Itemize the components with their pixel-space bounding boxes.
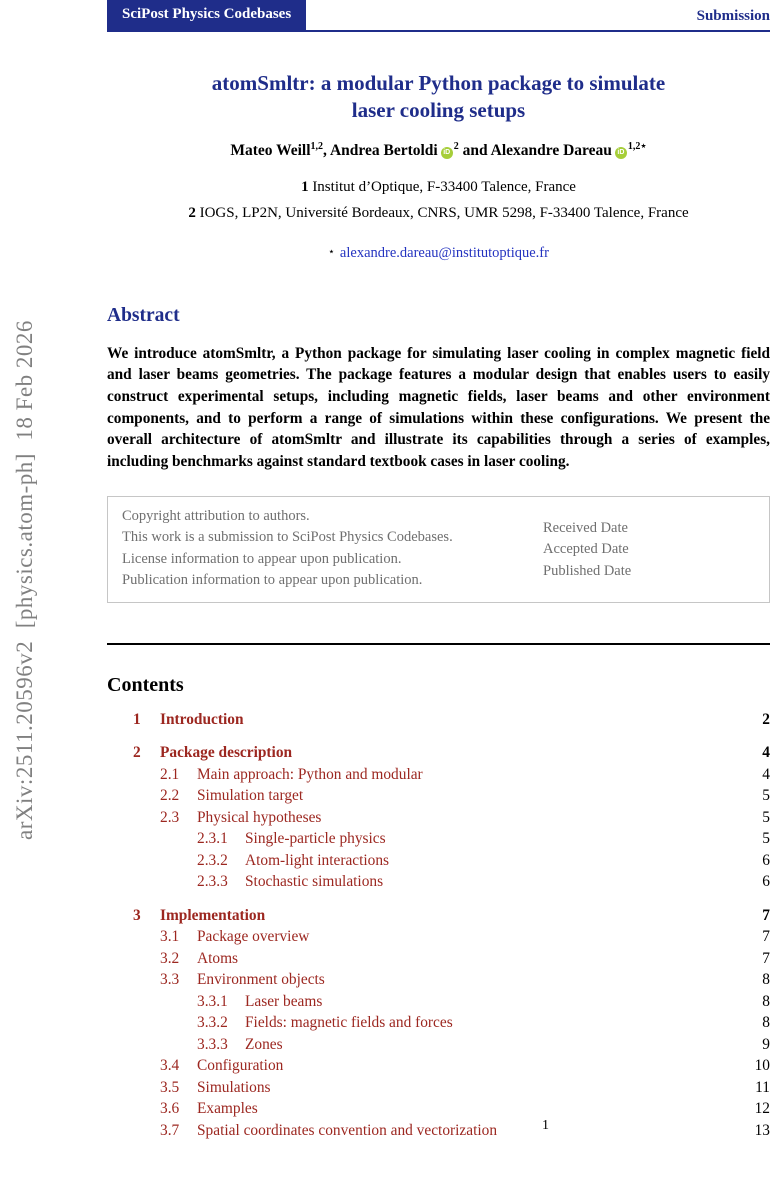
toc-entry-title: Introduction: [160, 710, 244, 728]
contact-line: [107, 245, 770, 262]
affiliation-line: [107, 201, 770, 227]
toc-entry-page: 5: [762, 787, 770, 805]
author-affil-sup: 2: [453, 140, 459, 152]
contents-heading: Contents: [107, 673, 184, 696]
abstract-text: We introduce atomSmltr, a Python package for simulating laser cooling in complex magnetic field and laser beams geometries. The package features a modular design that enables users to easily construct experimental setups, including magnetic fields, laser beams and other environment components, and to perform a range of simulations within these configurations. We present the overall architecture of atomSmltr and illustrate its capabilities through a series of examples, including benchmarks against standard textbook cases in laser cooling.: [107, 344, 770, 471]
toc-entry-number: 3.6: [160, 1100, 180, 1118]
toc-entry-page: 4: [762, 765, 770, 783]
toc-entry-title: Simulations: [197, 1078, 271, 1096]
section-divider: [107, 643, 770, 645]
orcid-icon[interactable]: iD: [441, 147, 453, 159]
author-affil-sup: 1,2⋆: [627, 140, 647, 152]
star-marker: ⋆: [328, 245, 335, 258]
toc-entry-page: 5: [762, 808, 770, 826]
toc-entry[interactable]: [107, 991, 770, 1013]
journal-header: [107, 0, 770, 32]
toc-entry-number: 3.3.2: [197, 1014, 228, 1032]
toc-entry-page: 8: [762, 1014, 770, 1032]
toc-entry-number: 3.2: [160, 949, 180, 967]
copyright-line: Publication information to appear upon publication.: [122, 572, 423, 589]
toc-entry-number: 3.1: [160, 928, 180, 946]
copyright-line: License information to appear upon publication.: [122, 550, 402, 567]
table-of-contents: [107, 709, 770, 1142]
copyright-line: This work is a submission to SciPost Physics Codebases.: [122, 529, 453, 546]
toc-entry-title: Main approach: Python and modular: [197, 765, 423, 783]
toc-entry-page: 8: [762, 971, 770, 989]
toc-entry-page: 8: [762, 992, 770, 1010]
toc-entry-number: 3.3: [160, 971, 180, 989]
toc-entry-number: 3.4: [160, 1057, 180, 1075]
toc-entry-page: 4: [762, 744, 770, 762]
toc-entry[interactable]: [107, 828, 770, 850]
toc-entry[interactable]: [107, 1034, 770, 1056]
toc-entry[interactable]: [107, 709, 770, 731]
toc-entry-title: Atom-light interactions: [245, 851, 390, 869]
publication-info-box: [107, 496, 770, 603]
toc-entry-title: Single-particle physics: [245, 830, 386, 848]
toc-entry-number: 3.5: [160, 1078, 180, 1096]
toc-entry[interactable]: [107, 926, 770, 948]
toc-entry-page: 10: [754, 1057, 770, 1075]
toc-entry-page: 7: [762, 928, 770, 946]
toc-entry-number: 2.2: [160, 787, 180, 805]
toc-entry-number: 2.3.1: [197, 830, 228, 848]
toc-entry-page: 12: [754, 1100, 770, 1118]
author-name: Andrea Bertoldi: [329, 141, 438, 159]
page-content: [107, 0, 770, 1141]
toc-entry-title: Implementation: [160, 906, 266, 924]
toc-entry[interactable]: [107, 905, 770, 927]
author-name: Alexandre Dareau: [490, 141, 612, 159]
affiliations: [107, 175, 770, 227]
toc-entry-title: Package overview: [197, 928, 310, 946]
toc-entry[interactable]: [107, 948, 770, 970]
author-affil-sup: 1,2: [310, 140, 324, 152]
toc-entry-title: Stochastic simulations: [245, 873, 384, 891]
toc-entry-number: 3.7: [160, 1121, 180, 1139]
copyright-lines: [122, 506, 543, 592]
toc-entry-title: Package description: [160, 744, 293, 762]
toc-entry-page: 7: [762, 949, 770, 967]
toc-entry-number: 2.3.2: [197, 851, 228, 869]
toc-entry[interactable]: [107, 742, 770, 764]
toc-entry-page: 9: [762, 1035, 770, 1053]
toc-entry-title: Physical hypotheses: [197, 808, 322, 826]
toc-entry-number: 2: [133, 744, 141, 762]
received-date-label: Received Date: [543, 519, 628, 536]
orcid-icon[interactable]: iD: [615, 147, 627, 159]
author-line: [107, 141, 770, 160]
toc-entry[interactable]: [107, 871, 770, 893]
toc-entry-title: Configuration: [197, 1057, 284, 1075]
toc-entry-title: Zones: [245, 1035, 283, 1053]
toc-entry[interactable]: [107, 1077, 770, 1099]
paper-title: [107, 70, 770, 124]
affiliation-number: 1: [301, 178, 309, 195]
toc-entry[interactable]: [107, 1055, 770, 1077]
toc-entry-page: 5: [762, 830, 770, 848]
author-name: Mateo Weill: [230, 141, 311, 159]
toc-entry[interactable]: [107, 969, 770, 991]
toc-entry-number: 2.3.3: [197, 873, 228, 891]
paper-title-line2: laser cooling setups: [351, 97, 526, 122]
affiliation-line: [107, 175, 770, 201]
toc-entry[interactable]: [107, 764, 770, 786]
published-date-label: Published Date: [543, 562, 632, 579]
email-link[interactable]: alexandre.dareau@institutoptique.fr: [339, 244, 549, 261]
toc-entry-number: 2.1: [160, 765, 180, 783]
toc-entry[interactable]: [107, 807, 770, 829]
toc-entry-title: Environment objects: [197, 971, 325, 989]
author-separator: and: [458, 141, 491, 159]
affiliation-text: IOGS, LP2N, Université Bordeaux, CNRS, UMR 5298, F-33400 Talence, France: [195, 204, 689, 221]
toc-entry-title: Laser beams: [245, 992, 323, 1010]
toc-entry-number: 1: [133, 710, 141, 728]
journal-badge: SciPost Physics Codebases: [107, 0, 306, 30]
toc-entry-title: Atoms: [197, 949, 239, 967]
toc-entry-title: Fields: magnetic fields and forces: [245, 1014, 453, 1032]
author-separator: ,: [323, 141, 330, 159]
page-number: 1: [542, 1118, 549, 1134]
paper-title-line1: atomSmltr: a modular Python package to simulate: [211, 71, 666, 95]
affiliation-number: 2: [188, 204, 196, 221]
toc-entry[interactable]: [107, 850, 770, 872]
toc-entry-page: 11: [755, 1078, 770, 1096]
toc-entry[interactable]: [107, 1098, 770, 1120]
toc-entry-title: Simulation target: [197, 787, 304, 805]
submission-label: Submission: [696, 8, 770, 24]
toc-entry-page: 13: [754, 1121, 770, 1139]
toc-entry-number: 3.3.3: [197, 1035, 228, 1053]
toc-entry-page: 6: [762, 851, 770, 869]
copyright-line: Copyright attribution to authors.: [122, 507, 310, 524]
toc-entry[interactable]: [107, 785, 770, 807]
toc-entry-page: 7: [762, 906, 770, 924]
abstract-heading: Abstract: [107, 304, 180, 326]
dates-column: [543, 506, 755, 592]
toc-entry-title: Spatial coordinates convention and vectorization: [197, 1121, 498, 1139]
affiliation-text: Institut d’Optique, F-33400 Talence, France: [308, 178, 576, 195]
toc-entry-number: 2.3: [160, 808, 180, 826]
arxiv-stamp: arXiv:2511.20596v2 [physics.atom-ph] 18 Feb 2026: [12, 320, 37, 840]
toc-entry-number: 3: [133, 906, 141, 924]
toc-entry-number: 3.3.1: [197, 992, 228, 1010]
toc-entry-page: 2: [762, 710, 770, 728]
accepted-date-label: Accepted Date: [543, 541, 629, 558]
toc-entry[interactable]: [107, 1012, 770, 1034]
toc-entry-page: 6: [762, 873, 770, 891]
toc-entry-title: Examples: [197, 1100, 258, 1118]
